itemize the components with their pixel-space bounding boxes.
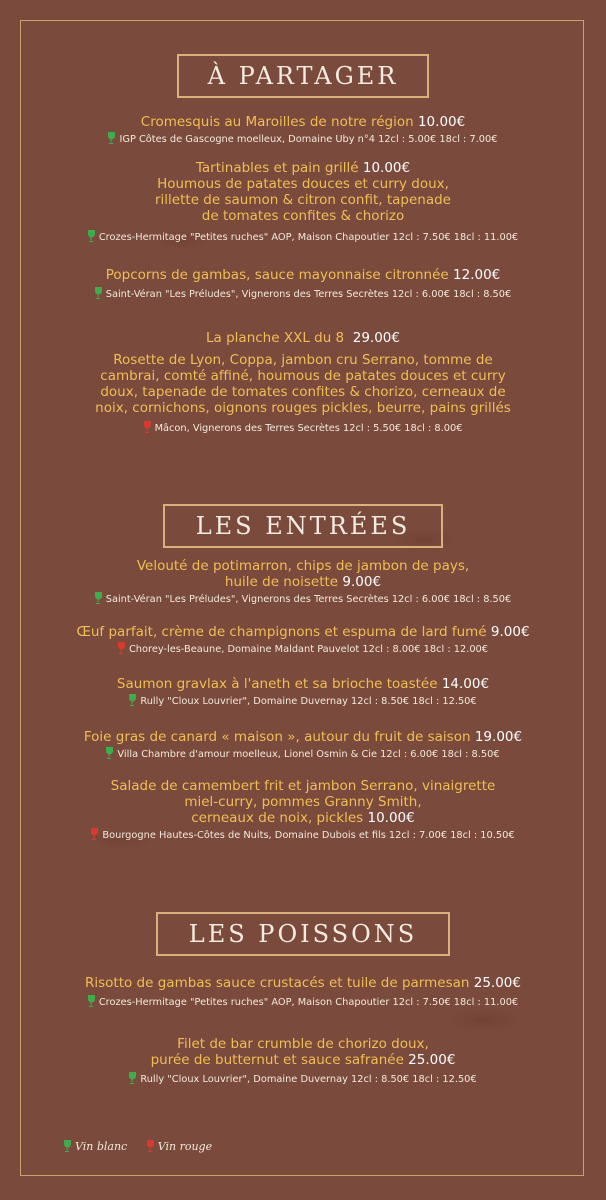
white-wine-glass-icon xyxy=(129,694,136,706)
section-header-les-poissons xyxy=(156,912,450,956)
menu-item: Risotto de gambas sauce crustacés et tuile de parmesan 25.00€ Crozes-Hermitage "Petites ruches" AOP, Maison Chapoutier 12cl : 7.50€ 18cl : 11.00€ xyxy=(85,975,521,1008)
white-wine-glass-icon xyxy=(95,592,102,604)
menu-item: Foie gras de canard « maison », autour du fruit de saison 19.00€ Villa Chambre d'amour moelleux, Lionel Osmin & Cie 12cl : 6.00€ 18cl : 8.50€ xyxy=(83,729,523,760)
menu-item: Saumon gravlax à l'aneth et sa brioche toastée 14.00€ Rully "Cloux Louvrier", Domaine Duvernay 12cl : 8.50€ 18cl : 12.50€ xyxy=(116,676,490,707)
menu-item: Œuf parfait, crème de champignons et espuma de lard fumé 9.00€ Chorey-les-Beaune, Domaine Maldant Pauvelot 12cl : 8.00€ 18cl : 12.00€ xyxy=(76,624,530,655)
section-title: À PARTAGER xyxy=(207,62,399,90)
menu-item: Salade de camembert frit et jambon Serrano, vinaigrette miel-curry, pommes Granny Smith, cerneaux de noix, pickles 10.00€ Bourgogne Hautes-Côtes de Nuits, Domaine Dubois et fils 12cl : 7.00€ 18cl : 10.50€ xyxy=(0,778,606,842)
price: 10.00€ xyxy=(417,114,466,130)
menu-item: La planche XXL du 8 29.00€ Rosette de Lyon, Coppa, jambon cru Serrano, tomme de cambrai, comté affiné, houmous de patates douces et curry doux, tapenade de tomates confites & chorizo, cerneaux de noix, cornichons, oignons rouges pickles, beurre, pains grillés Mâcon, Vignerons des Terres Secrètes 12cl : 5.50€ 18cl : 8.00€ xyxy=(95,330,511,434)
menu-item: Velouté de potimarron, chips de jambon de pays, huile de noisette 9.00€ Saint-Véran "Les Préludes", Vignerons des Terres Secrètes 12cl : 6.00€ 18cl : 8.50€ xyxy=(0,558,606,606)
section-title: LES ENTRÉES xyxy=(195,512,411,540)
white-wine-glass-icon xyxy=(106,747,113,759)
price: 9.00€ xyxy=(490,624,530,640)
legend-white-label: Vin blanc xyxy=(75,1140,128,1153)
white-wine-glass-icon xyxy=(88,995,95,1007)
price: 12.00€ xyxy=(453,267,501,283)
section-header-a-partager xyxy=(177,54,429,98)
wine-legend xyxy=(64,1140,228,1153)
red-wine-glass-icon xyxy=(144,421,151,433)
section-title: LES POISSONS xyxy=(188,920,418,948)
white-wine-glass-icon xyxy=(64,1140,71,1152)
price: 14.00€ xyxy=(441,676,490,692)
red-wine-glass-icon xyxy=(118,642,125,654)
price: 25.00€ xyxy=(473,975,521,991)
white-wine-glass-icon xyxy=(129,1072,136,1084)
legend-red-label: Vin rouge xyxy=(157,1140,213,1153)
white-wine-glass-icon xyxy=(88,230,95,242)
menu-item: Popcorns de gambas, sauce mayonnaise citronnée 12.00€ Saint-Véran "Les Préludes", Vignerons des Terres Secrètes 12cl : 6.00€ 18cl : 8.50€ xyxy=(0,267,606,301)
menu-item: Cromesquis au Maroilles de notre région 10.00€ IGP Côtes de Gascogne moelleux, Domaine Uby n°4 12cl : 5.00€ 18cl : 7.00€ xyxy=(0,114,606,146)
menu-item: Filet de bar crumble de chorizo doux, purée de butternut et sauce safranée 25.00€ Rully "Cloux Louvrier", Domaine Duvernay 12cl : 8.50€ 18cl : 12.50€ xyxy=(0,1036,606,1086)
price: 29.00€ xyxy=(352,330,400,346)
price: 10.00€ xyxy=(362,160,411,176)
price: 9.00€ xyxy=(342,574,382,590)
menu-item: Tartinables et pain grillé 10.00€ Houmous de patates douces et curry doux, rillette de saumon & citron confit, tapenade de tomates confites & chorizo Crozes-Hermitage "Petites ruches" AOP, Maison Chapoutier 12cl : 7.50€ 18cl : 11.00€ xyxy=(0,160,606,244)
price: 25.00€ xyxy=(408,1052,456,1068)
red-wine-glass-icon xyxy=(91,828,98,840)
white-wine-glass-icon xyxy=(95,287,102,299)
price: 10.00€ xyxy=(367,810,415,826)
red-wine-glass-icon xyxy=(147,1140,154,1152)
section-header-les-entrees xyxy=(163,504,443,548)
white-wine-glass-icon xyxy=(108,132,115,144)
price: 19.00€ xyxy=(474,729,523,745)
